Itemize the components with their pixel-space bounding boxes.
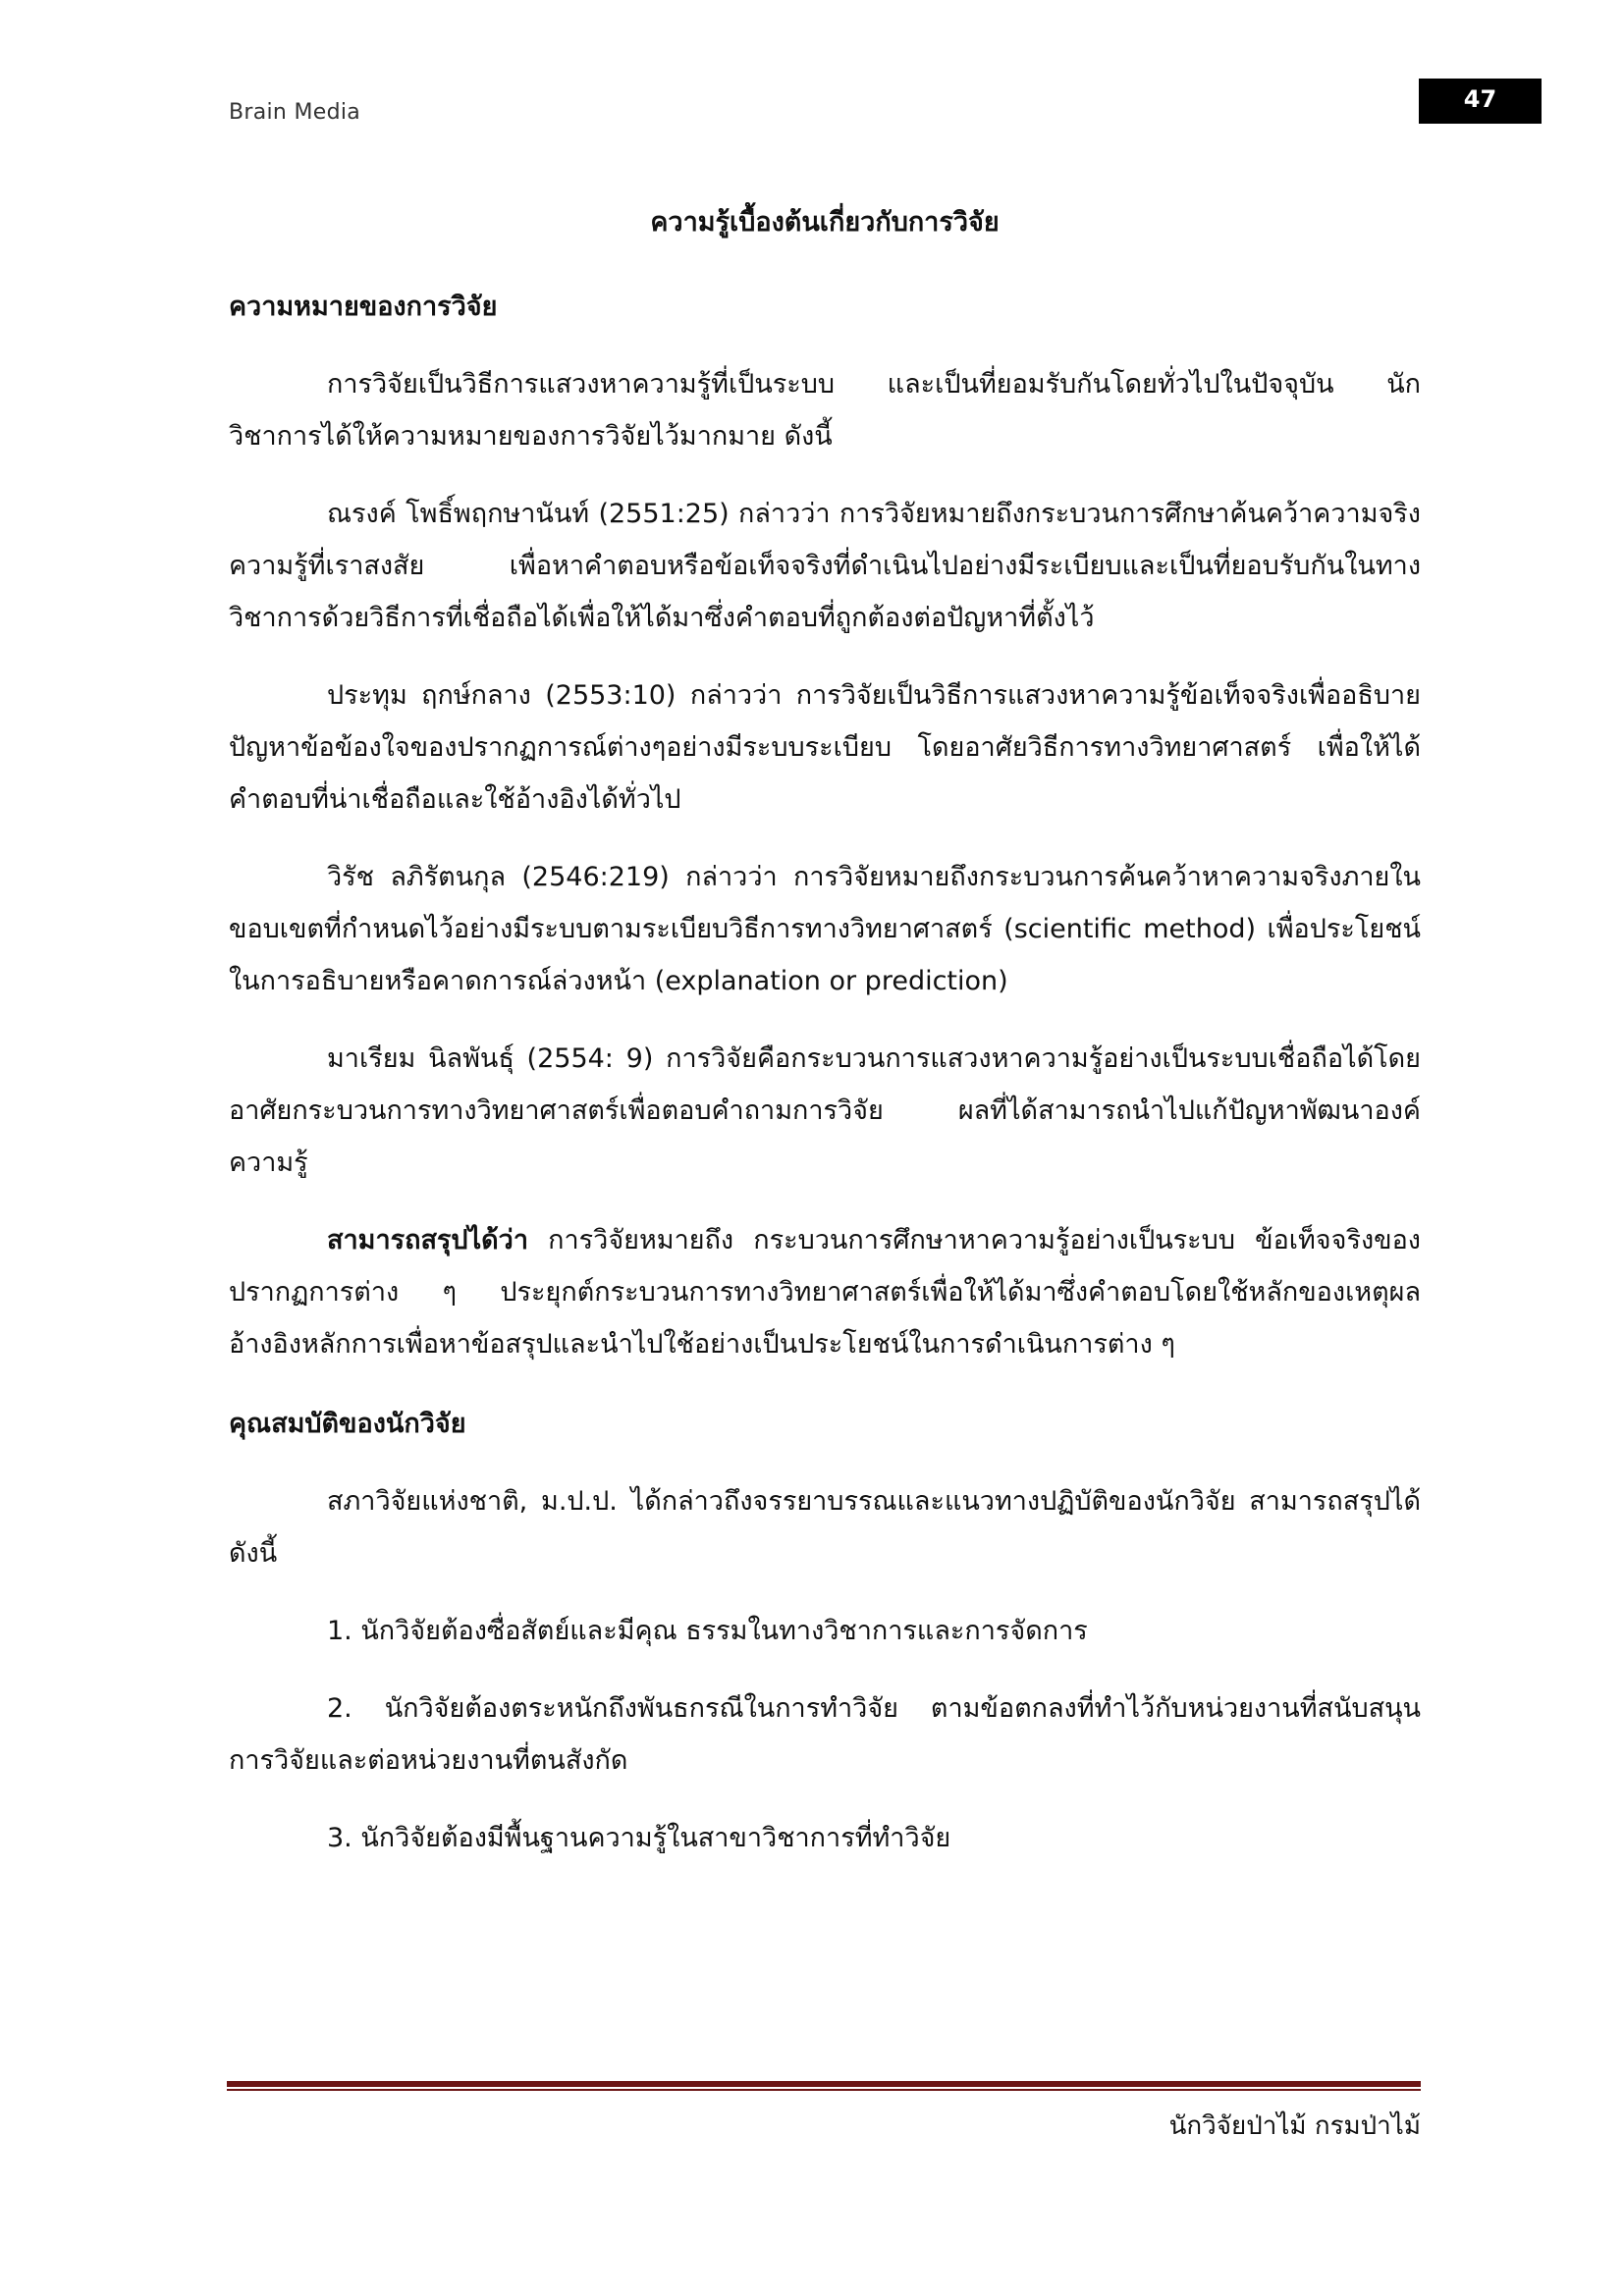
paragraph-summary (229, 1214, 1421, 1370)
section-heading-meaning: ความหมายของการวิจัย (229, 292, 498, 322)
list-item: 3. นักวิจัยต้องมีพื้นฐานความรู้ในสาขาวิชาการที่ทำวิจัย (327, 1823, 951, 1853)
paragraph-definition-narong: ณรงค์ โพธิ์พฤกษานันท์ (2551:25) กล่าวว่า การวิจัยหมายถึงกระบวนการศึกษาค้นคว้าความจริง ความรู้ที่เราสงสัย เพื่อหาคำตอบหรือข้อเท็จจริงที่ดำเนินไปอย่างมีระเบียบและเป็นที่ยอบรับกันในทาง วิชาการด้วยวิธีการที่เชื่อถือได้เพื่อให้ได้มาซึ่งคำตอบที่ถูกต้องต่อปัญหาที่ตั้งไว้ (229, 499, 1421, 633)
page-number: 47 (1419, 79, 1542, 124)
footer-organization: นักวิจัยป่าไม้ กรมป่าไม้ (1168, 2111, 1421, 2141)
document-title: ความรู้เบื้องต้นเกี่ยวกับการวิจัย (650, 207, 1000, 238)
paragraph-intro: การวิจัยเป็นวิธีการแสวงหาความรู้ที่เป็นระบบ และเป็นที่ยอมรับกันโดยทั่วไปในปัจจุบัน นักวิชาการได้ให้ความหมายของการวิจัยไว้มากมาย ดังนี้ (229, 369, 1421, 452)
document-body (229, 196, 1421, 1864)
paragraph-qualifications-intro: สภาวิจัยแห่งชาติ, ม.ป.ป. ได้กล่าวถึงจรรยาบรรณและแนวทางปฏิบัติของนักวิจัย สามารถสรุปได้ ดังนี้ (229, 1486, 1421, 1569)
list-item: 1. นักวิจัยต้องซื่อสัตย์และมีคุณ ธรรมในทางวิชาการและการจัดการ (327, 1616, 1088, 1646)
paragraph-definition-wirat: วิรัช ลภิรัตนกุล (2546:219) กล่าวว่า การวิจัยหมายถึงกระบวนการค้นคว้าหาความจริงภายใน ขอบเขตที่กำหนดไว้อย่างมีระบบตามระเบียบวิธีการทางวิทยาศาสตร์ (scientific method) เพื่อประโยชน์ ในการอธิบายหรือคาดการณ์ล่วงหน้า (explanation or prediction) (229, 862, 1421, 996)
paragraph-definition-mariam: มาเรียม นิลพันธุ์ (2554: 9) การวิจัยคือกระบวนการแสวงหาความรู้อย่างเป็นระบบเชื่อถือได้โดย อาศัยกระบวนการทางวิทยาศาสตร์เพื่อตอบคำถามการวิจัย ผลที่ได้สามารถนำไปแก้ปัญหาพัฒนาองค์ ความรู้ (229, 1043, 1421, 1178)
list-item: 2. นักวิจัยต้องตระหนักถึงพันธกรณีในการทำวิจัย ตามข้อตกลงที่ทำไว้กับหน่วยงานที่สนับสนุน การวิจัยและต่อหน่วยงานที่ตนสังกัด (229, 1693, 1421, 1776)
footer-divider-thick-line (227, 2081, 1421, 2087)
footer-divider (227, 2081, 1421, 2091)
footer-divider-thin-line (227, 2089, 1421, 2091)
publisher-name: Brain Media (229, 100, 361, 125)
summary-lead: สามารถสรุปได้ว่า (327, 1225, 529, 1255)
section-heading-qualifications: คุณสมบัติของนักวิจัย (229, 1409, 466, 1439)
paragraph-definition-pratum: ประทุม ฤกษ์กลาง (2553:10) กล่าวว่า การวิจัยเป็นวิธีการแสวงหาความรู้ข้อเท็จจริงเพื่ออธิบาย ปัญหาข้อข้องใจของปรากฏการณ์ต่างๆอย่างมีระบบระเบียบ โดยอาศัยวิธีการทางวิทยาศาสตร์ เพื่อให้ได้ คำตอบที่น่าเชื่อถือและใช้อ้างอิงได้ทั่วไป (229, 680, 1421, 815)
summary-text: การวิจัยหมายถึง กระบวนการศึกษาหาความรู้อย่างเป็นระบบ ข้อเท็จจริงของ ปรากฏการต่าง ๆ ประยุกต์กระบวนการทางวิทยาศาสตร์เพื่อให้ได้มาซึ่งคำตอบโดยใช้หลักของเหตุผล อ้างอิงหลักการเพื่อหาข้อสรุปและนำไปใช้อย่างเป็นประโยชน์ในการดำเนินการต่าง ๆ (229, 1225, 1421, 1360)
